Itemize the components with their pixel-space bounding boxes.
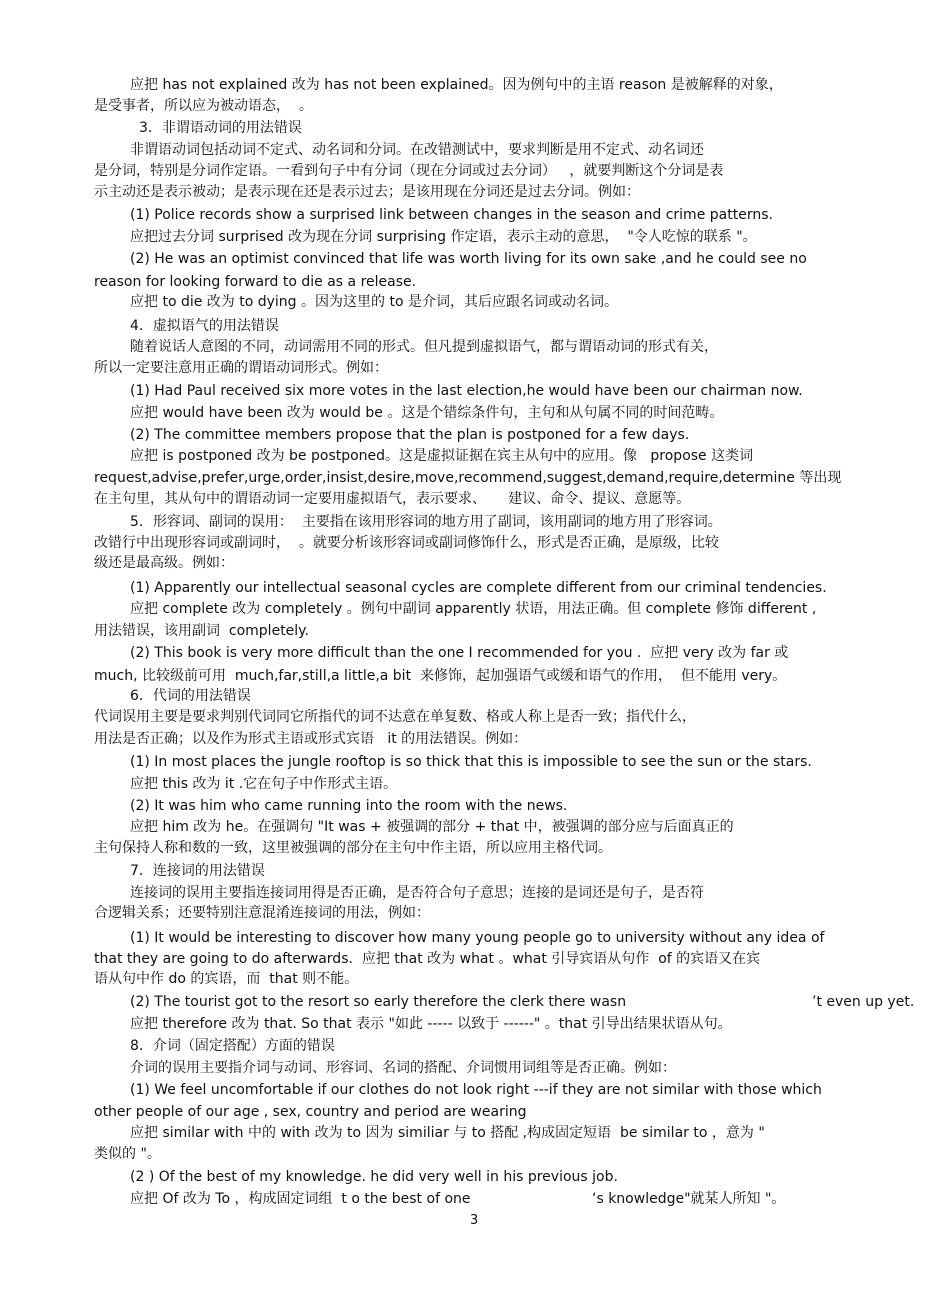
example-sentence: (1) It would be interesting to discover how many young people go to university without any idea of (130, 930, 825, 946)
text-line: 应把 has not explained 改为 has not been explained。因为例句中的主语 reason 是被解释的对象， (130, 77, 783, 93)
text-line: 是受事者，所以应为被动语态， 。 (94, 98, 313, 114)
example-sentence: (1) Had Paul received six more votes in the last election,he would have been our chairman now. (130, 383, 803, 399)
text-line: 应把 Of 改为 To ，构成固定词组 t o the best of one (130, 1191, 471, 1207)
text-line: 应把 him 改为 he。在强调句 "It was + 被强调的部分 + that 中，被强调的部分应与后面真正的 (130, 819, 734, 835)
text-line: 所以一定要注意用正确的谓语动词形式。例如： (94, 360, 388, 376)
example-sentence: (2) The committee members propose that the plan is postponed for a few days. (130, 427, 690, 443)
text-line: 非谓语动词包括动词不定式、动名词和分词。在改错测试中，要求判断是用不定式、动名词还 (130, 142, 704, 158)
text-line: much, 比较级前可用 much,far,still,a little,a bit 来修饰，起加强语气或缓和语气的作用， 但不能用 very。 (94, 668, 787, 684)
example-sentence: (2) It was him who came running into the room with the news. (130, 798, 568, 814)
text-line: request,advise,prefer,urge,order,insist,desire,move,recommend,suggest,demand,require,determine 等出现 (94, 470, 842, 486)
text-line: 应把 complete 改为 completely 。例句中副词 apparently 状语，用法正确。但 complete 修饰 different , (130, 601, 817, 617)
text-line: 随着说话人意图的不同，动词需用不同的形式。但凡提到虚拟语气，都与谓语动词的形式有关， (130, 339, 718, 355)
text-line: 语从句中作 do 的宾语，而 that 则不能。 (94, 971, 359, 987)
text-line: 应把 is postponed 改为 be postponed。这是虚拟证据在宾主从句中的应用。像 propose 这类词 (130, 448, 754, 464)
text-line: 用法错误，该用副词 completely. (94, 623, 309, 639)
text-line: 应把 would have been 改为 would be 。这是个错综条件句，主句和从句属不同的时间范畴。 (130, 405, 724, 421)
text-line: 应把 this 改为 it .它在句子中作形式主语。 (130, 776, 398, 792)
section-heading: 8．介词（固定搭配）方面的错误 (130, 1038, 335, 1054)
text-line: 介词的误用主要指介词与动词、形容词、名词的搭配、介词惯用词组等是否正确。例如： (130, 1060, 676, 1076)
example-sentence: reason for looking forward to die as a release. (94, 274, 417, 290)
text-line: 代词误用主要是要求判别代词同它所指代的词不达意在单复数、格或人称上是否一致；指代什么， (94, 709, 696, 725)
section-heading: 6．代词的用法错误 (130, 688, 251, 704)
text-line: 应把 similar with 中的 with 改为 to 因为 similiar 与 to 搭配 ,构成固定短语 be similar to ，意为 " (130, 1125, 765, 1141)
text-line: 示主动还是表示被动；是表示现在还是表示过去；是该用现在分词还是过去分词。例如： (94, 184, 640, 200)
section-heading: 3．非谓语动词的用法错误 (139, 120, 302, 136)
section-heading: 5．形容词、副词的误用： 主要指在该用形容词的地方用了副词，该用副词的地方用了形容词。 (130, 514, 722, 530)
example-sentence: (2) This book is very more difficult than the one I recommended for you . 应把 very 改为 far 或 (130, 645, 789, 661)
text-line-end: ‘s knowledge"就某人所知 "。 (592, 1191, 786, 1207)
example-sentence: (1) Apparently our intellectual seasonal cycles are complete different from our criminal tendencies. (130, 580, 827, 596)
text-line: 应把过去分词 surprised 改为现在分词 surprising 作定语，表示主动的意思， "令人吃惊的联系 "。 (130, 229, 757, 245)
example-sentence: (1) Police records show a surprised link between changes in the season and crime patterns. (130, 207, 773, 223)
text-line: 用法是否正确；以及作为形式主语或形式宾语 it 的用法错误。例如： (94, 731, 528, 747)
text-line: 应把 therefore 改为 that. So that 表示 "如此 ----- 以致于 ------" 。that 引导出结果状语从句。 (130, 1016, 732, 1032)
section-heading: 7．连接词的用法错误 (130, 863, 265, 879)
text-line: 主句保持人称和数的一致，这里被强调的部分在主句中作主语，所以应用主格代词。 (94, 840, 612, 856)
text-line: 改错行中出现形容词或副词时， 。就要分析该形容词或副词修饰什么，形式是否正确，是原级，比较 (94, 535, 719, 551)
text-line: 在主句里，其从句中的谓语动词一定要用虚拟语气，表示要求、 建议、命令、提议、意愿等。 (94, 491, 691, 507)
example-sentence: (1) In most places the jungle rooftop is so thick that this is impossible to see the sun or the stars. (130, 754, 812, 770)
page-number: 3 (470, 1213, 479, 1228)
text-line: 是分词，特别是分词作定语。一看到句子中有分词（现在分词或过去分词） ，就要判断这个分词是表 (94, 163, 724, 179)
text-line: 连接词的误用主要指连接词用得是否正确，是否符合句子意思；连接的是词还是句子，是否符 (130, 885, 704, 901)
example-sentence: (2) The tourist got to the resort so early therefore the clerk there wasn (130, 994, 627, 1010)
text-line: 应把 to die 改为 to dying 。因为这里的 to 是介词，其后应跟名词或动名词。 (130, 294, 618, 310)
example-sentence-end: ’t even up yet. (812, 994, 915, 1010)
text-line: that they are going to do afterwards. 应把 that 改为 what 。what 引导宾语从句作 of 的宾语又在宾 (94, 951, 761, 967)
text-line: 级还是最高级。例如： (94, 555, 234, 571)
section-heading: 4．虚拟语气的用法错误 (130, 318, 279, 334)
example-sentence: other people of our age , sex, country and period are wearing (94, 1104, 527, 1120)
example-sentence: (1) We feel uncomfortable if our clothes do not look right ---if they are not similar with those which (130, 1082, 822, 1098)
text-line: 类似的 "。 (94, 1146, 161, 1162)
text-line: 合逻辑关系；还要特别注意混淆连接词的用法，例如： (94, 905, 430, 921)
example-sentence: (2 ) Of the best of my knowledge. he did very well in his previous job. (130, 1169, 618, 1185)
example-sentence: (2) He was an optimist convinced that life was worth living for its own sake ,and he could see no (130, 251, 807, 267)
